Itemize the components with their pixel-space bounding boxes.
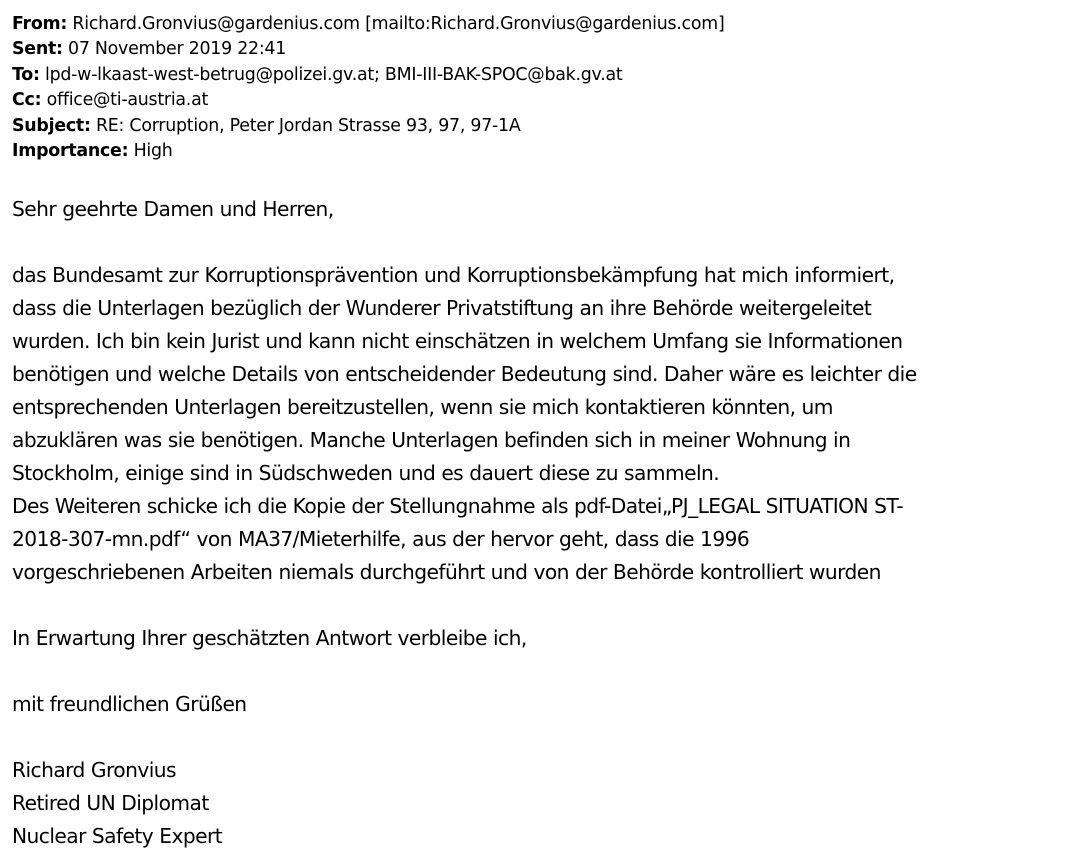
paragraph-line: Des Weiteren schicke ich die Kopie der Stellungnahme als pdf-Datei„PJ_LEGAL SITUATION ST-	[12, 494, 904, 518]
to-label: To:	[12, 64, 40, 85]
from-row	[12, 12, 725, 37]
paragraph-line: wurden. Ich bin kein Jurist und kann nicht einschätzen in welchem Umfang sie Informationen	[12, 329, 903, 353]
paragraph-line: vorgeschriebenen Arbeiten niemals durchgeführt und von der Behörde kontrolliert wurden	[12, 560, 881, 584]
cc-label: Cc:	[12, 90, 42, 111]
signature-name: Richard Gronvius	[12, 758, 176, 782]
from-value[interactable]: Richard.Gronvius@gardenius.com [mailto:Richard.Gronvius@gardenius.com]	[72, 14, 725, 34]
blank-line	[12, 655, 1072, 688]
paragraph-line: abzuklären was sie benötigen. Manche Unterlagen befinden sich in meiner Wohnung in	[12, 428, 851, 452]
main-paragraph	[12, 259, 1072, 589]
importance-row	[12, 139, 725, 164]
blank-line	[12, 721, 1072, 754]
blank-line	[12, 589, 1072, 622]
paragraph-line: dass die Unterlagen bezüglich der Wunderer Privatstiftung an ihre Behörde weitergeleitet	[12, 296, 872, 320]
to-value[interactable]: lpd-w-lkaast-west-betrug@polizei.gv.at; BMI-III-BAK-SPOC@bak.gv.at	[45, 64, 623, 85]
sent-row	[12, 37, 725, 62]
regards: mit freundlichen Grüßen	[12, 692, 247, 716]
to-row	[12, 63, 725, 88]
signature-title: Nuclear Safety Expert	[12, 824, 223, 848]
paragraph-line: benötigen und welche Details von entscheidender Bedeutung sind. Daher wäre es leichter die	[12, 362, 917, 386]
importance-label: Importance:	[12, 140, 129, 161]
from-label: From:	[12, 14, 68, 34]
paragraph-line: 2018-307-mn.pdf“ von MA37/Mieterhilfe, aus der hervor geht, dass die 1996	[12, 527, 750, 551]
signature-title: Retired UN Diplomat	[12, 791, 209, 815]
salutation: Sehr geehrte Damen und Herren,	[12, 197, 334, 221]
cc-row	[12, 88, 725, 113]
email-body	[12, 193, 1072, 853]
paragraph-line: entsprechenden Unterlagen bereitzustellen, wenn sie mich kontaktieren könnten, um	[12, 395, 833, 419]
paragraph-line: das Bundesamt zur Korruptionsprävention und Korruptionsbekämpfung hat mich informiert,	[12, 263, 895, 287]
closing-line: In Erwartung Ihrer geschätzten Antwort verbleibe ich,	[12, 626, 527, 650]
subject-row	[12, 114, 725, 139]
blank-line	[12, 226, 1072, 259]
signature	[12, 754, 1072, 853]
sent-label: Sent:	[12, 39, 63, 60]
subject-label: Subject:	[12, 115, 91, 136]
cc-value[interactable]: office@ti-austria.at	[46, 90, 209, 111]
sent-value: 07 November 2019 22:41	[68, 39, 287, 60]
subject-value: RE: Corruption, Peter Jordan Strasse 93, 97, 97-1A	[95, 115, 521, 136]
email-header	[12, 12, 725, 164]
importance-value: High	[133, 140, 173, 161]
paragraph-line: Stockholm, einige sind in Südschweden und es dauert diese zu sammeln.	[12, 461, 720, 485]
